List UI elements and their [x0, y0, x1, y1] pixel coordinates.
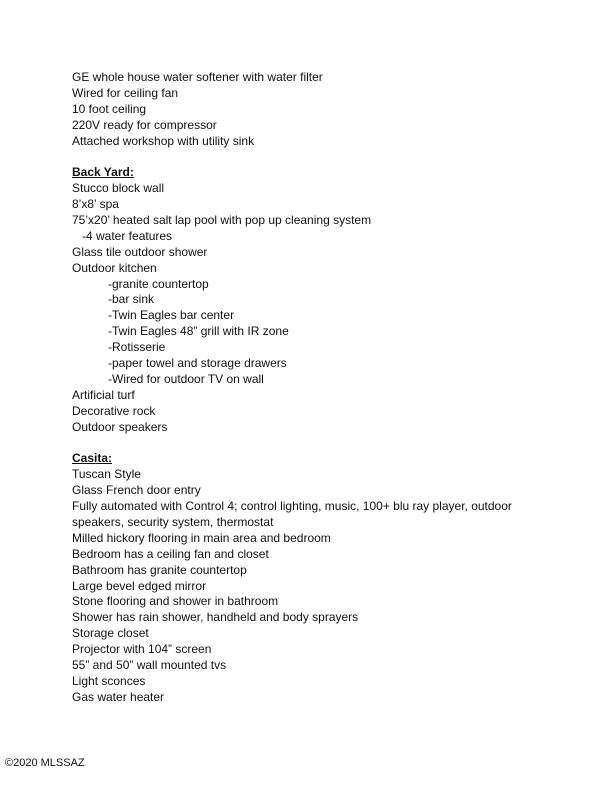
spacer: [72, 435, 552, 451]
list-item: Large bevel edged mirror: [72, 578, 207, 593]
casita-heading: Casita:: [72, 451, 113, 466]
list-item: 55” and 50” wall mounted tvs: [72, 657, 227, 672]
list-item: Storage closet: [72, 626, 149, 641]
list-item: 10 foot ceiling: [72, 101, 147, 116]
list-subitem: -paper towel and storage drawers: [108, 356, 287, 371]
list-subitem: -Wired for outdoor TV on wall: [108, 371, 264, 386]
list-item: Milled hickory flooring in main area and bedroom: [72, 530, 331, 545]
document-body: [72, 70, 552, 706]
list-subitem: -Twin Eagles 48” grill with IR zone: [108, 324, 289, 339]
list-item: Outdoor speakers: [72, 419, 168, 434]
list-subitem: -granite countertop: [108, 276, 209, 291]
list-item: Tuscan Style: [72, 467, 141, 482]
list-item: GE whole house water softener with water filter: [72, 70, 323, 84]
spacer: [72, 149, 552, 165]
list-subitem: -bar sink: [108, 292, 155, 307]
list-item: Stucco block wall: [72, 181, 165, 196]
list-subitem: -4 water features: [82, 228, 173, 243]
list-subitem: -Twin Eagles bar center: [108, 308, 235, 323]
list-item: 75’x20’ heated salt lap pool with pop up cleaning system: [72, 213, 372, 228]
list-item: Decorative rock: [72, 403, 156, 418]
list-item: Outdoor kitchen: [72, 260, 157, 275]
list-subitem: -Rotisserie: [108, 340, 166, 355]
back-yard-heading: Back Yard:: [72, 165, 134, 180]
list-item: Glass tile outdoor shower: [72, 244, 208, 259]
list-item: Projector with 104” screen: [72, 642, 212, 657]
list-item: Wired for ceiling fan: [72, 85, 179, 100]
list-item: Glass French door entry: [72, 483, 201, 498]
copyright-footer: ©2020 MLSSAZ: [5, 757, 85, 769]
list-item: Artificial turf: [72, 387, 135, 402]
list-item: 8’x8’ spa: [72, 197, 119, 212]
list-item: Light sconces: [72, 673, 146, 688]
list-item: Bedroom has a ceiling fan and closet: [72, 546, 269, 561]
list-item: Stone flooring and shower in bathroom: [72, 594, 279, 609]
list-item: Fully automated with Control 4; control lighting, music, 100+ blu ray player, outdoor speakers, security system, thermostat: [72, 499, 512, 529]
list-item: Bathroom has granite countertop: [72, 562, 247, 577]
list-item: Shower has rain shower, handheld and body sprayers: [72, 610, 359, 625]
list-item: Attached workshop with utility sink: [72, 133, 255, 148]
list-item: 220V ready for compressor: [72, 117, 217, 132]
list-item: Gas water heater: [72, 689, 165, 704]
